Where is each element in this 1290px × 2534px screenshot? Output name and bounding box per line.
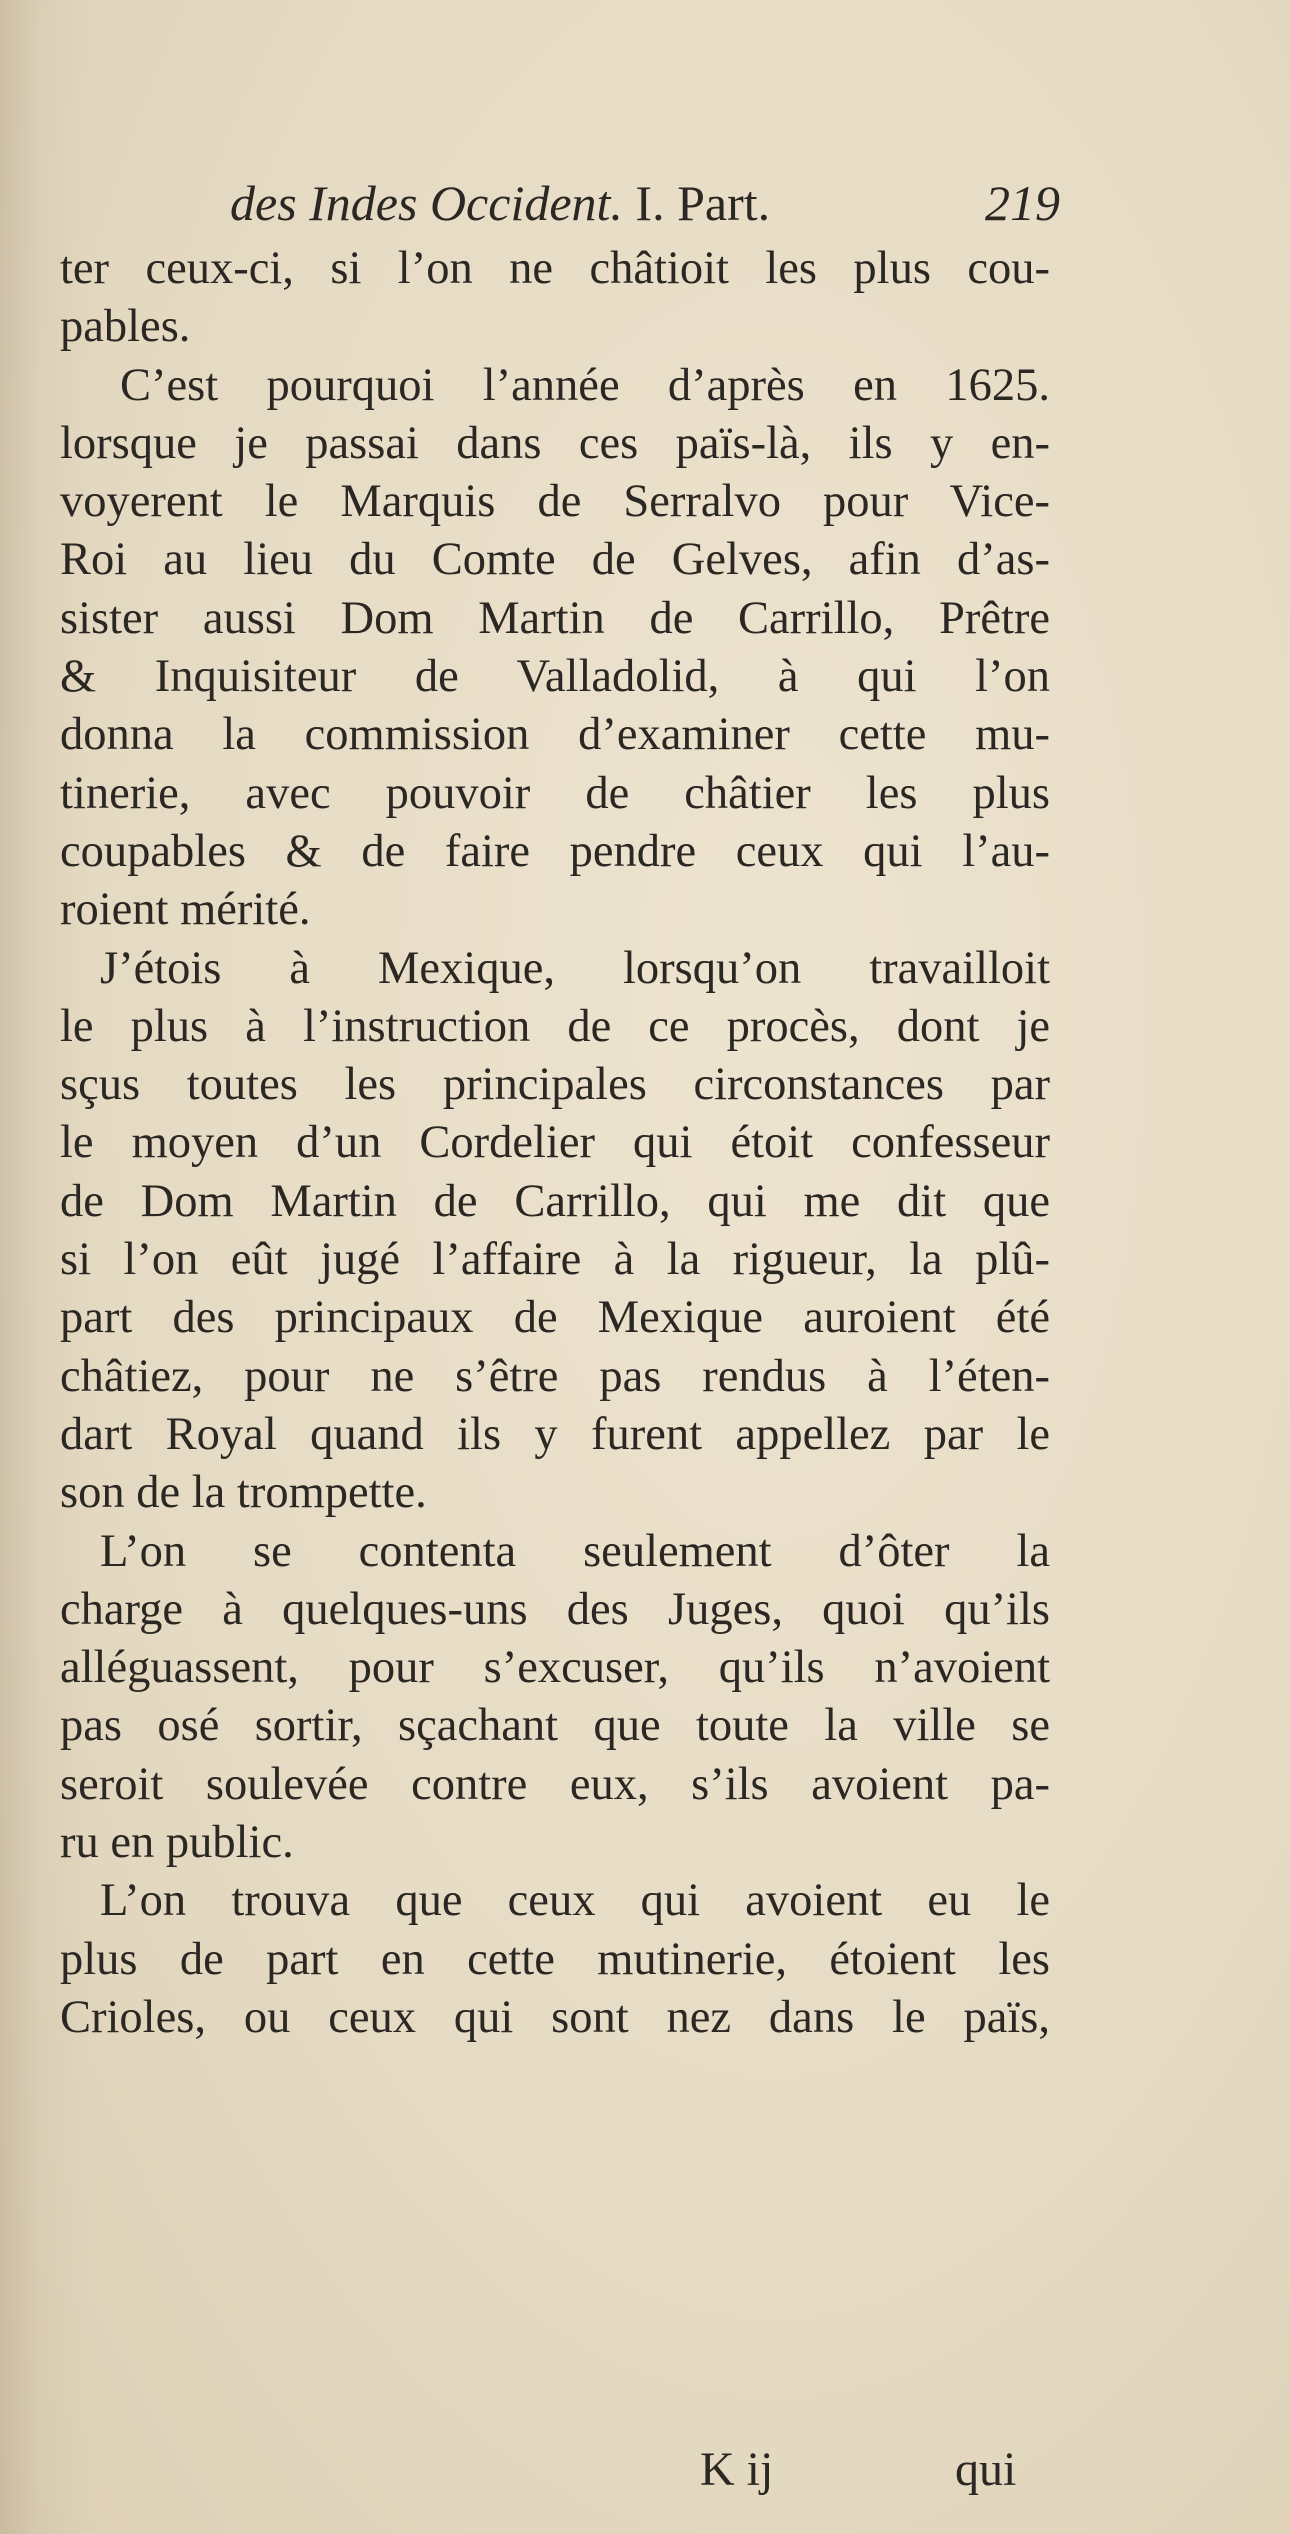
text-line: si l’on eût jugé l’affaire à la rigueur, la plû- [60,1234,1050,1286]
running-title-roman: I. Part. [622,175,771,231]
text-line: voyerent le Marquis de Serralvo pour Vice- [60,476,1050,528]
text-line: plus de part en cette mutinerie, étoient les [60,1933,1050,1985]
text-line: charge à quelques-uns des Juges, quoi qu’ils [60,1583,1050,1635]
text-line: part des principaux de Mexique auroient été [60,1292,1050,1344]
page-number: 219 [985,175,1060,231]
text-line: coupables & de faire pendre ceux qui l’au- [60,825,1050,877]
signature-mark: K ij [700,2443,774,2496]
catchword: qui [955,2443,1017,2496]
text-line: le moyen d’un Cordelier qui étoit confesseur [60,1117,1050,1169]
page-footer [0,2435,1290,2505]
body-text [40,240,1050,2047]
text-line: tinerie, avec pouvoir de châtier les plus [60,767,1050,819]
text-line: ter ceux-ci, si l’on ne châtioit les plus cou- [60,243,1050,294]
text-line: seroit soulevée contre eux, s’ils avoient pa- [60,1758,1050,1810]
text-line: L’on se contenta seulement d’ôter la [100,1525,1050,1577]
text-line: lorsque je passai dans ces païs-là, ils y en- [60,417,1050,469]
text-line: châtiez, pour ne s’être pas rendus à l’éten- [60,1350,1050,1402]
text-line: le plus à l’instruction de ce procès, dont je [60,1000,1050,1052]
text-line: Crioles, ou ceux qui sont nez dans le païs, [60,1991,1050,2043]
running-title-italic: des Indes Occident. [230,175,623,231]
text-line: donna la commission d’examiner cette mu- [60,709,1050,761]
text-line: & Inquisiteur de Valladolid, à qui l’on [60,651,1050,703]
text-line: sister aussi Dom Martin de Carrillo, Prêtre [60,592,1050,644]
page-header [230,168,1060,238]
text-line: Roi au lieu du Comte de Gelves, afin d’as- [60,534,1050,586]
text-line: alléguassent, pour s’excuser, qu’ils n’avoient [60,1642,1050,1694]
text-line: sçus toutes les principales circonstances par [60,1059,1050,1111]
text-line: pas osé sortir, sçachant que toute la ville se [60,1700,1050,1752]
running-title [230,168,770,238]
text-line: pables. [60,301,191,353]
text-line: ru en public. [60,1817,294,1869]
text-line: C’est pourquoi l’année d’après en 1625. [120,359,1050,411]
text-line: J’étois à Mexique, lorsqu’on travailloit [100,942,1050,994]
text-line: dart Royal quand ils y furent appellez par le [60,1408,1050,1460]
text-line: roient mérité. [60,884,311,936]
text-line: son de la trompette. [60,1467,427,1519]
text-line: de Dom Martin de Carrillo, qui me dit que [60,1175,1050,1227]
text-line: L’on trouva que ceux qui avoient eu le [100,1875,1050,1927]
